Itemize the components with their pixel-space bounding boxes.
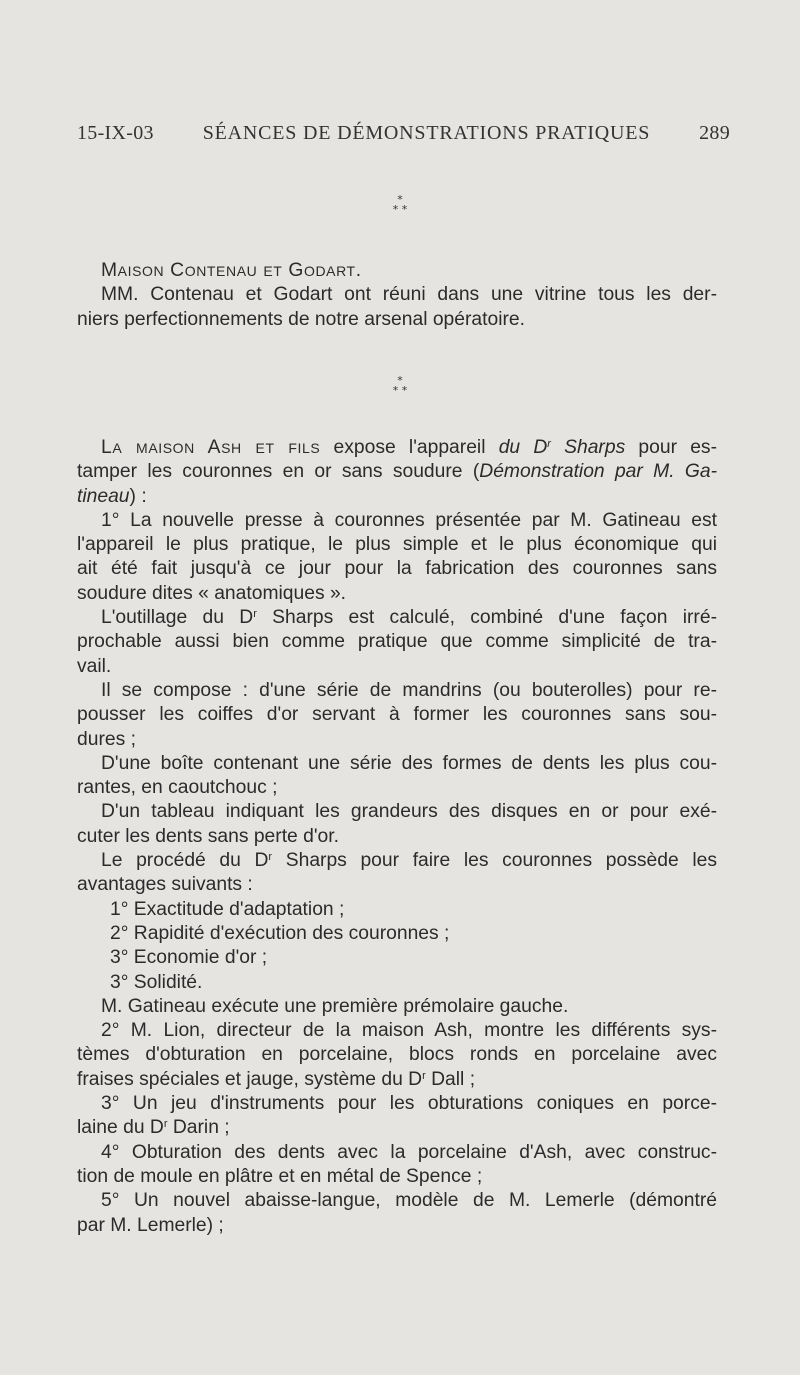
paragraph-line: MM. Contenau et Godart ont réuni dans une vitrine tous les der- [101, 284, 717, 306]
paragraph-line: Le procédé du $D^r$ Sharps pour faire les couronnes possède les [101, 850, 717, 872]
section-separator: * * * [392, 374, 408, 397]
section-contenau [77, 259, 717, 332]
header-title: SÉANCES DE DÉMONSTRATIONS PRATIQUES [202, 122, 651, 144]
paragraph-line: 5° Un nouvel abaisse-langue, modèle de M. Lemerle (démontré [101, 1190, 717, 1212]
paragraph-line: niers perfectionnements de notre arsenal opératoire. [77, 308, 526, 330]
paragraph-line: 3° Un jeu d'instruments pour les obturations coniques en porce- [101, 1093, 717, 1115]
list-item: 2° Rapidité d'exécution des couronnes ; [110, 922, 450, 944]
paragraph-line: prochable aussi bien comme pratique que comme simplicité de tra- [77, 631, 717, 653]
list-item: 3° Economie d'or ; [110, 947, 268, 969]
running-header [77, 122, 730, 145]
page-number: 289 [699, 122, 730, 144]
paragraph-line: laine du $D^r$ Darin ; [77, 1117, 230, 1139]
paragraph-line: fraises spéciales et jauge, système du $D^r$ Dall ; [77, 1068, 476, 1090]
paragraph-line: 1° La nouvelle presse à couronnes présentée par M. Gatineau est [101, 509, 717, 531]
paragraph-line: D'une boîte contenant une série des formes de dents les plus cou- [101, 752, 717, 774]
paragraph-line: L'outillage du $D^r$ Sharps est calculé, combiné d'une façon irré- [101, 607, 717, 629]
paragraph-line: tineau) : [77, 485, 147, 507]
paragraph-line: soudure dites « anatomiques ». [77, 582, 347, 604]
list-item: 1° Exactitude d'adaptation ; [110, 898, 345, 920]
paragraph-line: cuter les dents sans perte d'or. [77, 825, 339, 847]
section-heading: Maison Contenau et Godart. [101, 260, 362, 281]
paragraph-line: l'appareil le plus pratique, le plus simple et le plus économique qui [77, 534, 717, 556]
paragraph-line: ait été fait jusqu'à ce jour pour la fabrication des couronnes sans [77, 558, 717, 580]
section-separator: * * * [392, 193, 408, 216]
paragraph-line: Il se compose : d'une série de mandrins (ou bouterolles) pour re- [101, 679, 717, 701]
paragraph-line: dures ; [77, 728, 136, 750]
section-heading: La maison Ash et fils [101, 437, 321, 458]
paragraph-line: 4° Obturation des dents avec la porcelaine d'Ash, avec construc- [101, 1141, 717, 1163]
paragraph-line: M. Gatineau exécute une première prémolaire gauche. [101, 995, 569, 1017]
paragraph-line: 2° M. Lion, directeur de la maison Ash, montre les différents sys- [101, 1020, 717, 1042]
paragraph-line: La maison Ash et fils expose l'appareil du $D^r$ Sharps pour es- [101, 437, 717, 458]
paragraph-line: tamper les couronnes en or sans soudure (Démonstration par M. Ga- [77, 461, 717, 483]
paragraph-line: pousser les coiffes d'or servant à former les couronnes sans sou- [77, 704, 717, 726]
paragraph-line: rantes, en caoutchouc ; [77, 777, 278, 799]
section-ash [77, 436, 717, 1238]
paragraph-line: D'un tableau indiquant les grandeurs des disques en or pour exé- [101, 801, 717, 823]
list-item: 3° Solidité. [110, 971, 203, 993]
paragraph-line: par M. Lemerle) ; [77, 1214, 224, 1236]
header-date: 15-IX-03 [77, 122, 154, 144]
paragraph-line: tion de moule en plâtre et en métal de Spence ; [77, 1165, 483, 1187]
paragraph-line: vail. [77, 655, 112, 677]
paragraph-line: avantages suivants : [77, 874, 253, 896]
paragraph-line: tèmes d'obturation en porcelaine, blocs ronds en porcelaine avec [77, 1044, 717, 1066]
